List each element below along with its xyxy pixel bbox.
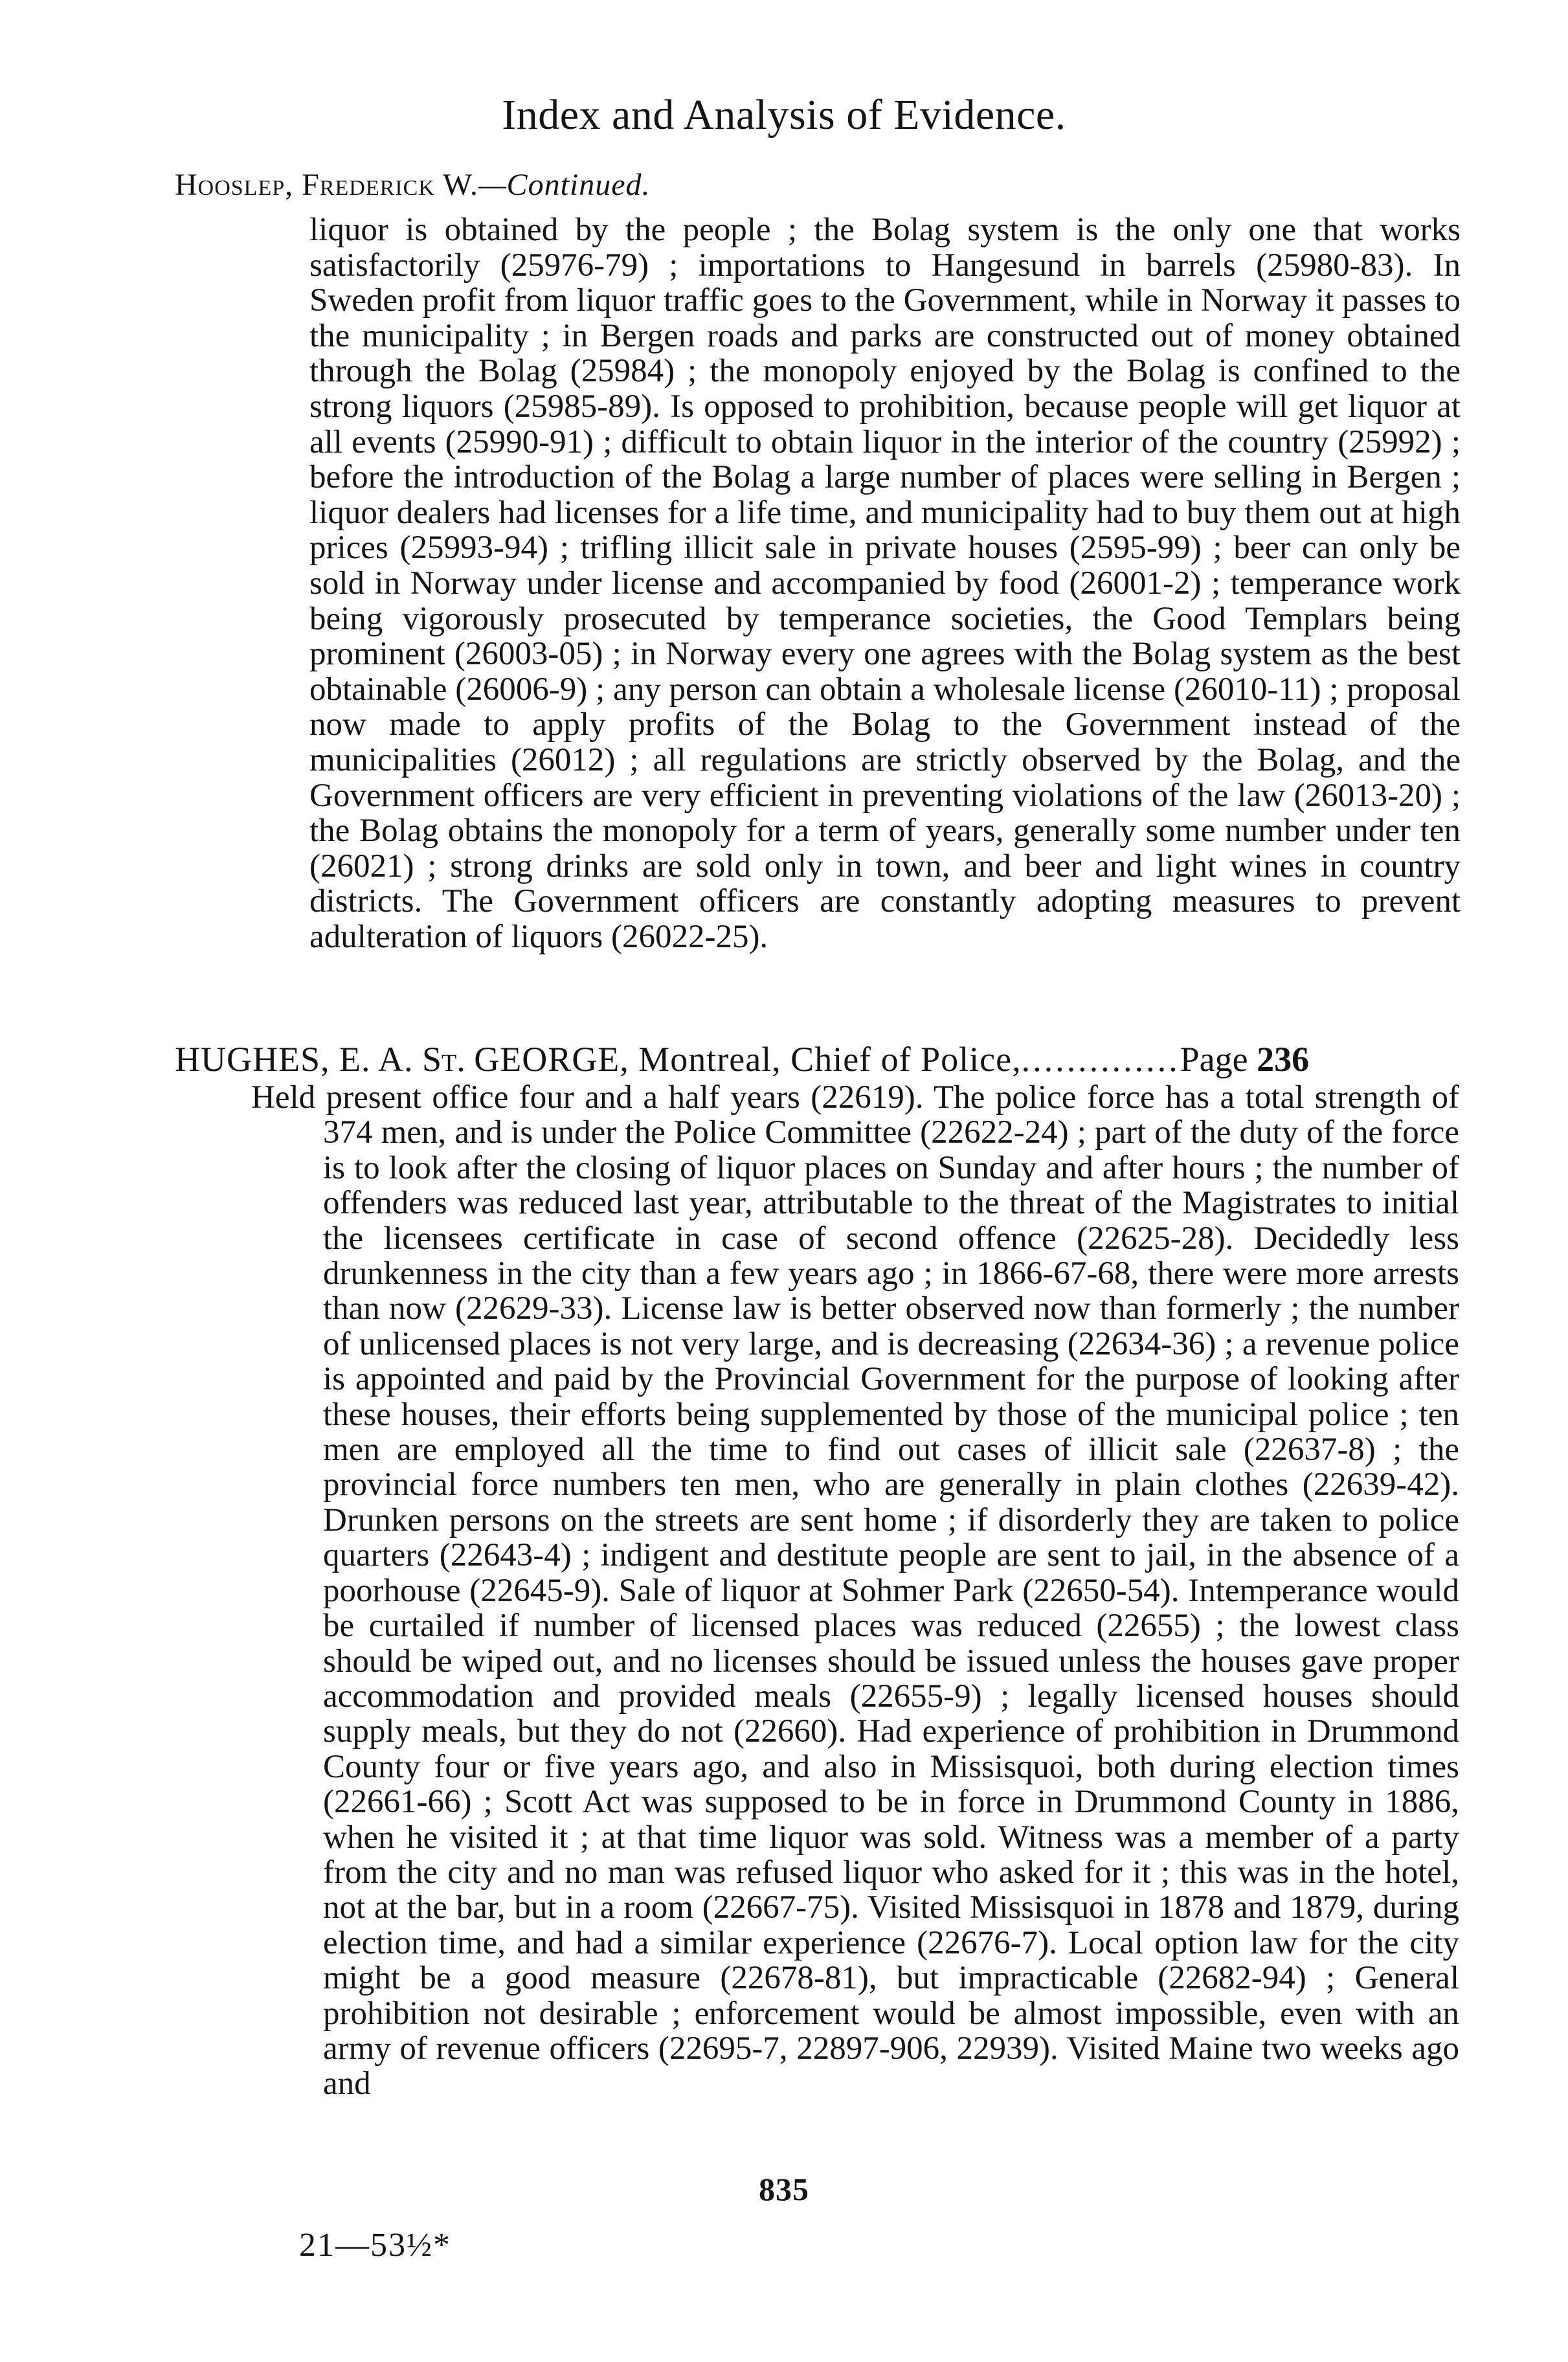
page-label: Page [1180, 1040, 1248, 1079]
running-title: Index and Analysis of Evidence. [502, 91, 1066, 139]
entry-body-hughes [251, 1080, 1459, 2102]
entry-body-text: Held present office four and a half years (22619). The police force has a total strength of 374 men, and is under the Police Committee (22622-24) ; part of the duty of the force is to look after the closing of liquor places on Sunday and after hours ; the number of offenders was reduced last year, attributable to the threat of the Magistrates to initial the licensees certificate in case of second offence (22625-28). Decidedly less drunkenness in the city than a few years ago ; in 1866-67-68, there were more arrests than now (22629-33). License law is better observed now than formerly ; the number of unlicensed places is not very large, and is decreasing (22634-36) ; a revenue police is appointed and paid by the Provincial Government for the purpose of looking after these houses, their efforts being supplemented by those of the municipal police ; ten men are employed all the time to find out cases of illicit sale (22637-8) ; the provincial force numbers ten men, who are generally in plain clothes (22639-42). Drunken persons on the streets are sent home ; if disorderly they are taken to police quarters (22643-4) ; indigent and destitute people are sent to jail, in the absence of a poorhouse (22645-9). Sale of liquor at Sohmer Park (22650-54). Intemperance would be curtailed if number of licensed places was reduced (22655) ; the lowest class should be wiped out, and no licenses should be issued unless the houses gave proper accommodation and provided meals (22655-9) ; legally licensed houses should supply meals, but they do not (22660). Had experience of prohibition in Drummond County four or five years ago, and also in Missisquoi, both during election times (22661-66) ; Scott Act was supposed to be in force in Drummond County in 1886, when he visited it ; at that time liquor was sold. Witness was a member of a party from the city and no man was refused liquor who asked for it ; this was in the hotel, not at the bar, but in a room (22667-75). Visited Missisquoi in 1878 and 1879, during election time, and had a similar experience (22676-7). Local option law for the city might be a good measure (22678-81), but impracticable (22682-94) ; General prohibition not desirable ; enforcement would be almost impossible, even with an army of revenue officers (22695-7, 22897-906, 22939). Visited Maine two weeks ago and [251, 1079, 1459, 2102]
page-number: 835 [759, 2171, 809, 2207]
page-reference: 236 [1257, 1040, 1310, 1079]
leader-dots: .............. [1021, 1040, 1180, 1079]
continued-label: —Continued. [478, 168, 651, 202]
entry-name: HUGHES, E. A. [175, 1040, 414, 1079]
entry-body-hooslep: liquor is obtained by the people ; the Bolag system is the only one that works satisfactorily (25976-79) ; importations to Hangesund in barrels (25980-83). In Sweden profit from liquor traffic goes to the Government, while in Norway it passes to the municipality ; in Bergen roads and parks are constructed out of money obtained through the Bolag (25984) ; the monopoly enjoyed by the Bolag is confined to the strong liquors (25985-89). Is opposed to prohibition, because people will get liquor at all events (25990-91) ; difficult to obtain liquor in the interior of the country (25992) ; before the introduction of the Bolag a large number of places were selling in Bergen ; liquor dealers had licenses for a life time, and municipality had to buy them out at high prices (25993-94) ; trifling illicit sale in private houses (2595-99) ; beer can only be sold in Norway under license and accompanied by food (26001-2) ; temperance work being vigorously prosecuted by temperance societies, the Good Templars being prominent (26003-05) ; in Norway every one agrees with the Bolag system as the best obtainable (26006-9) ; any person can obtain a wholesale license (26010-11) ; proposal now made to apply profits of the Bolag to the Government instead of the municipalities (26012) ; all regulations are strictly observed by the Bolag, and the Government officers are very efficient in preventing violations of the law (26013-20) ; the Bolag obtains the monopoly for a term of years, generally some number under ten (26021) ; strong drinks are sold only in town, and beer and light wines in country districts. The Government officers are constantly adopting measures to prevent adulteration of liquors (26022-25). [309, 212, 1461, 955]
entry-heading-hooslep [175, 167, 651, 203]
entry-name: Hooslep, Frederick [175, 168, 435, 202]
entry-name-rest: GEORGE, Montreal, Chief of Police, [474, 1040, 1022, 1079]
signature-mark: 21—53½* [299, 2227, 451, 2264]
entry-heading-hughes [175, 1039, 1467, 1079]
entry-initial: W. [442, 168, 478, 202]
entry-name-st: St. [422, 1040, 465, 1079]
